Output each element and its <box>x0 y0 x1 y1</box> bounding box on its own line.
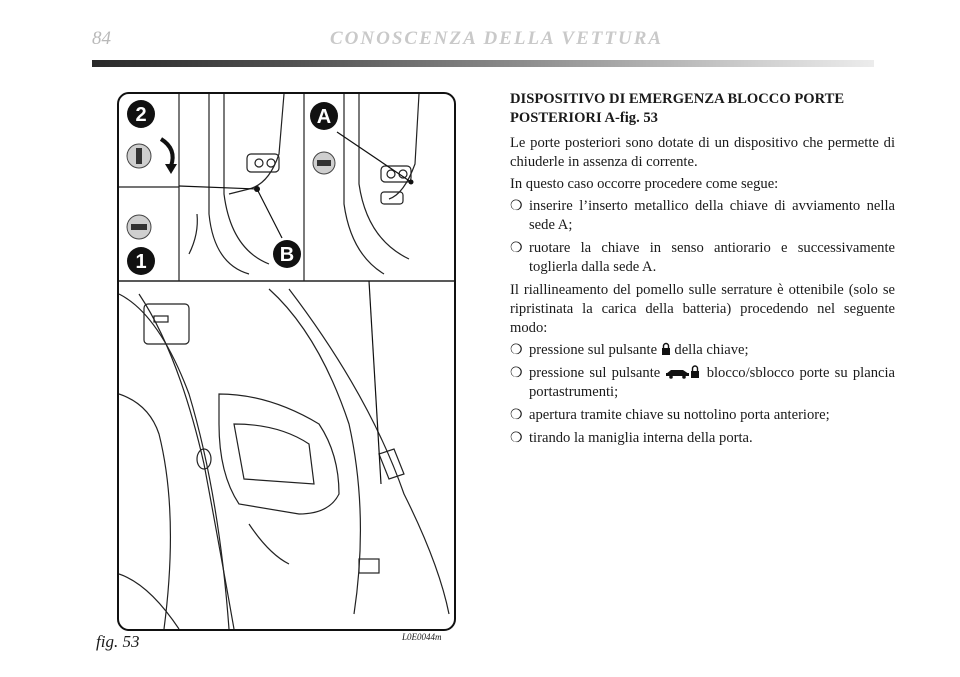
step-text-after: della chiave; <box>674 342 749 358</box>
text-column <box>510 90 895 452</box>
bullet-icon: ❍ <box>510 199 523 214</box>
heading-line-1: DISPOSITIVO DI EMERGENZA BLOCCO PORTE <box>510 91 845 107</box>
step-text: ruotare la chiave in senso antiorario e successivamente toglierla dalla sede A. <box>529 240 895 275</box>
bullet-icon: ❍ <box>510 431 523 446</box>
figure-code: L0E0044m <box>402 632 442 642</box>
intro-paragraph: Le porte posteriori sono dotate di un dispositivo che permette di chiuderle in assenza di corrente. <box>510 135 895 170</box>
bullet-icon: ❍ <box>510 343 523 358</box>
figure-53-illustration <box>117 92 456 631</box>
list-item <box>510 341 895 360</box>
intro-paragraph-2: In questo caso occorre procedere come segue: <box>510 176 779 192</box>
callout-b: B <box>279 244 295 266</box>
list-item <box>510 406 895 425</box>
bullet-icon: ❍ <box>510 366 523 381</box>
key-cylinder-a-icon <box>313 152 335 174</box>
bullet-icon: ❍ <box>510 408 523 423</box>
bullet-icon: ❍ <box>510 241 523 256</box>
list-item <box>510 429 895 448</box>
list-item <box>510 197 895 235</box>
padlock-icon <box>661 342 671 356</box>
step-text-before: pressione sul pulsante <box>529 365 661 381</box>
header-rule <box>92 60 874 67</box>
section-heading <box>510 90 895 128</box>
running-title: CONOSCENZA DELLA VETTURA <box>330 28 664 49</box>
step-text: apertura tramite chiave su nottolino porta anteriore; <box>529 407 830 423</box>
callout-1: 1 <box>135 251 147 273</box>
key-cylinder-1-icon <box>127 215 151 239</box>
realign-paragraph: Il riallineamento del pomello sulle serrature è ottenibile (solo se ripristinata la carica della batteria) procedendo nel seguente modo: <box>510 282 895 336</box>
key-cylinder-2-icon <box>127 139 177 174</box>
step-text <box>529 364 895 402</box>
page-number: 84 <box>92 28 111 49</box>
step-text-before: pressione sul pulsante <box>529 342 658 358</box>
list-item <box>510 239 895 277</box>
door-lock-drawing <box>119 94 454 629</box>
step-text-after: blocco/sblocco porte su plancia portastrumenti; <box>529 365 896 400</box>
callout-a: A <box>316 106 332 128</box>
step-text <box>529 341 895 360</box>
figure-caption: fig. 53 <box>96 632 140 651</box>
heading-line-2: POSTERIORI A-fig. 53 <box>510 110 658 126</box>
callout-2: 2 <box>135 104 147 126</box>
step-text: tirando la maniglia interna della porta. <box>529 430 753 446</box>
step-text: inserire l’inserto metallico della chiave di avviamento nella sede A; <box>529 198 895 233</box>
car-lock-icon <box>665 365 701 379</box>
list-item <box>510 364 895 402</box>
